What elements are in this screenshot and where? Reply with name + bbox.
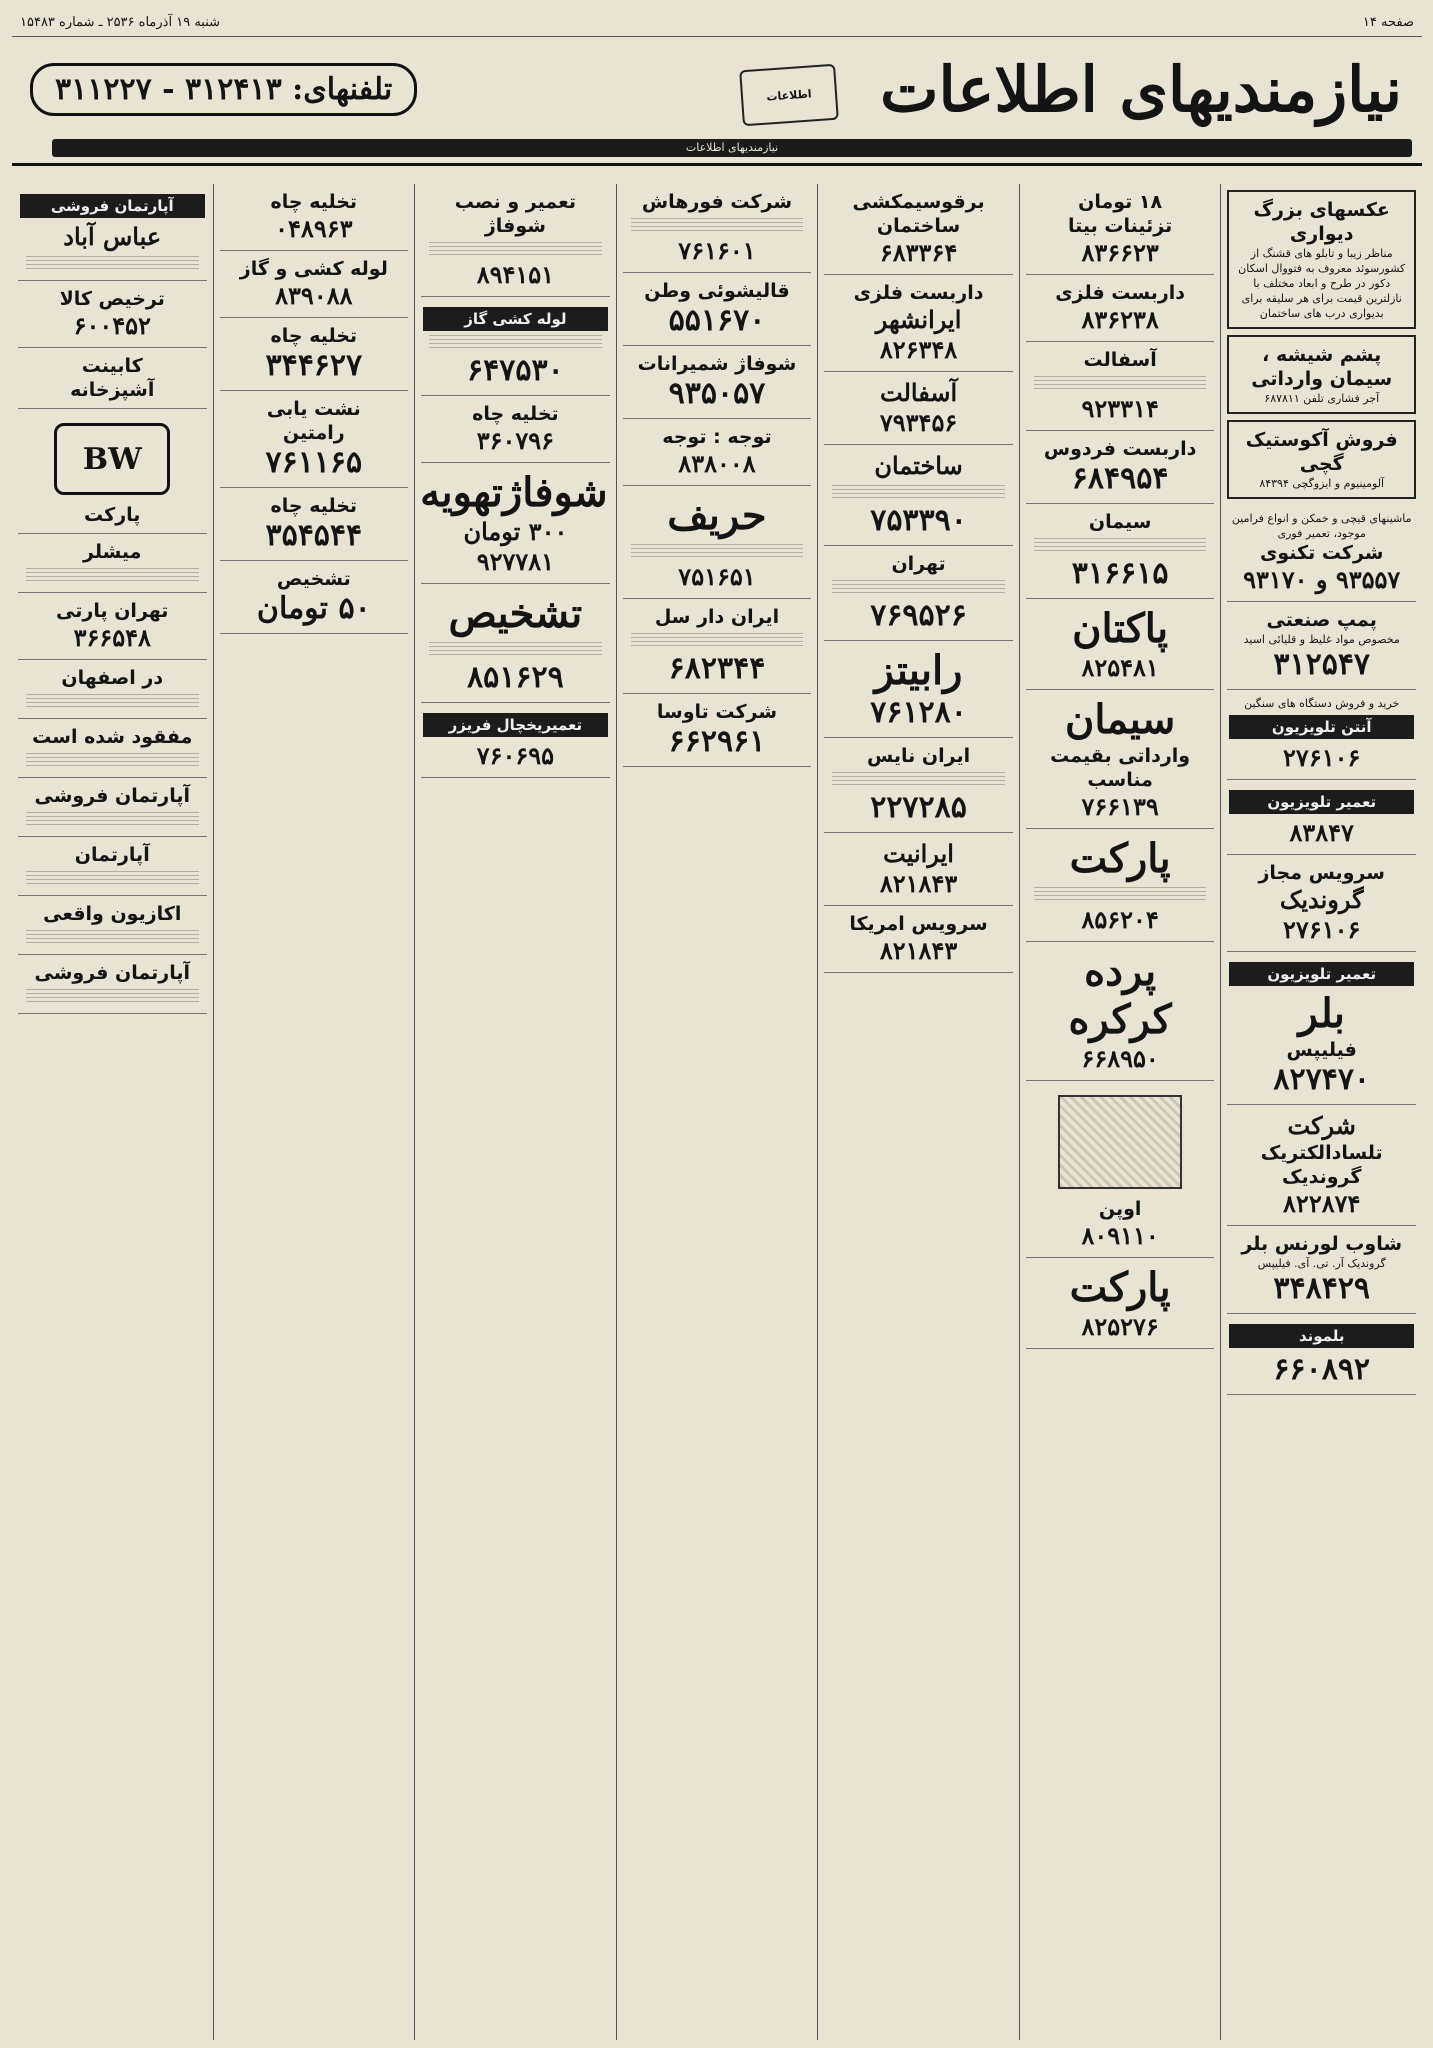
newspaper-page (12, 8, 1422, 2040)
phone-numbers: تلفنهای: ۳۱۲۴۱۳ - ۳۱۱۲۲۷ (30, 63, 417, 116)
ad-telsad (1227, 1105, 1416, 1226)
ad-title: شرکت تکنوی (1259, 542, 1384, 564)
ad-phone: ۷۶۱۶۰۱ (678, 236, 756, 265)
ad-title: در اصفهان (61, 667, 164, 689)
ad-title: ایران نایس (867, 745, 971, 767)
column-7 (12, 184, 213, 2040)
ad-phone: ۵۵۱۶۷۰ (668, 303, 766, 338)
ad-title: تخلیه چاه (270, 495, 358, 517)
ad-title: پمپ صنعتی (1266, 609, 1377, 631)
ad-title: تشخیص (448, 590, 583, 637)
column-4 (616, 184, 818, 2040)
ad-phone: ۸۳۶۲۳۸ (1081, 305, 1159, 334)
ad-abbasabad (18, 184, 207, 281)
ad-title: فروش آکوستیک گچی (1245, 429, 1398, 475)
ad-attention (623, 419, 812, 486)
ad-title: پاکتان (1072, 605, 1169, 652)
ad-phone: ۳۵۴۵۴۴ (265, 518, 363, 553)
ad-title: تهران پارتی (56, 600, 169, 622)
ad-phone: ۸۹۴۱۵۱ (476, 260, 555, 289)
ad-antenna (1227, 690, 1416, 780)
ad-lost (18, 719, 207, 778)
ad-title: تشخیص (276, 568, 351, 590)
text-lines (832, 580, 1005, 594)
ad-phone: ۹۳۵۰۵۷ (668, 376, 766, 411)
ad-text: مناظر زیبا و تابلو های قشنگ از کشورسوئد معروف به فتووال اسکان دکور در طرح و ابعاد مختلف با نازلترین قیمت برای هر سلیقه برای بدیواری درب های ساختمان (1238, 247, 1406, 320)
ad-phone: ۹۲۷۷۸۱ (476, 547, 555, 576)
ad-title: آپارتمان (74, 844, 150, 866)
ad-text: تلسادالکتریک (1260, 1142, 1383, 1164)
ad-blinds (1026, 942, 1215, 1081)
ad-title: عکسهای بزرگ دیواری (1253, 199, 1390, 245)
ad-phone: ۶۶۲۹۶۱ (668, 724, 766, 759)
column-3 (817, 184, 1019, 2040)
ad-phone: ۳۱۲۵۴۷ (1273, 647, 1371, 682)
text-lines (429, 335, 602, 349)
ad-title: ترخیص کالا (59, 288, 165, 310)
ad-wall-photos (1227, 190, 1416, 329)
ad-asphalt-2 (824, 372, 1013, 445)
ad-service-america (824, 906, 1013, 973)
ad-title: سرویس امریکا (849, 913, 988, 935)
ad-title: تهران (891, 553, 946, 575)
ad-sub: آشپزخانه (70, 379, 155, 401)
ad-phone: ۸۳۸۰۰۸ (678, 449, 756, 478)
ad-heating-shemiranat (623, 346, 812, 419)
banner-strip: نیازمندیهای اطلاعات (52, 139, 1412, 157)
ad-title: داربست فلزی (853, 282, 984, 304)
ad-parquet (1026, 829, 1215, 942)
text-lines (26, 568, 199, 582)
ad-phone: ۳۴۸۴۲۹ (1273, 1271, 1371, 1306)
ad-sub: ایرانشهر (875, 305, 962, 334)
text-lines (26, 930, 199, 944)
ad-phone: ۷۶۱۱۶۵ (265, 445, 363, 480)
ad-phone: ۷۹۳۴۵۶ (879, 408, 958, 437)
illustration (1058, 1095, 1182, 1189)
ad-price: ۵۰ تومان (256, 591, 371, 626)
ad-narmakan (824, 546, 1013, 641)
ad-title: مفقود شده است (32, 726, 193, 748)
ad-title: اکازیون واقعی (43, 903, 182, 925)
ad-well-2 (220, 318, 409, 391)
column-1 (1220, 184, 1422, 2040)
ad-text: ماشینهای قیچی و خمکن و انواع فرامین موجود، تعمیر فوری (1231, 512, 1412, 540)
bw-logo: BW (54, 423, 170, 495)
ad-title: نشت یابی (266, 398, 361, 420)
ad-gas-piping (421, 297, 610, 396)
ad-title: سرویس مجاز (1258, 862, 1385, 884)
ad-parquet-2 (1026, 1258, 1215, 1349)
ad-title: تعمیر و نصب شوفاژ (454, 191, 576, 237)
ad-phone: ۷۶۶۱۳۹ (1081, 792, 1159, 821)
ad-vatan (623, 273, 812, 346)
ad-phone: ۶۸۴۹۵۴ (1071, 461, 1169, 496)
ad-iran-darsel (623, 599, 812, 694)
ad-phone: ۷۶۱۲۸۰ (870, 695, 967, 730)
ad-title: داربست فلزی (1055, 282, 1186, 304)
ad-brand: گروندیک (1282, 1166, 1362, 1188)
ad-tv-repair (1227, 780, 1416, 855)
ad-title: ایران دار سل (654, 606, 780, 628)
ad-decor (1026, 184, 1215, 275)
ad-title: پارکت (84, 504, 141, 526)
ad-title: شاوب لورنس بلر (1241, 1233, 1403, 1255)
ad-phone: ۸۵۶۲۰۴ (1081, 905, 1159, 934)
ad-phone: ۰۴۸۹۶۳ (275, 214, 353, 243)
ad-sub: ۳۰۰ تومان (463, 517, 568, 546)
ad-apartment (18, 837, 207, 896)
ad-phone: ۸۲۲۸۷۴ (1283, 1189, 1361, 1218)
ad-title: شرکت فورهاش (641, 191, 793, 213)
ad-heading: بلموند (1229, 1324, 1414, 1348)
ad-open (1026, 1081, 1215, 1258)
ad-asphalt (1026, 342, 1215, 431)
ad-title: آپارتمان فروشی (34, 785, 191, 807)
ad-title: پارکت (1069, 835, 1171, 882)
ad-heading: تعمیر تلویزیون (1229, 790, 1414, 814)
column-5 (414, 184, 616, 2040)
ad-building (824, 445, 1013, 546)
ad-phone: ۷۶۰۶۹۵ (476, 741, 555, 770)
text-lines (26, 753, 199, 767)
ad-machines (1227, 505, 1416, 602)
ad-title: شوفاژتهویه (420, 469, 608, 516)
ad-phone: ۸۲۵۴۸۱ (1081, 653, 1159, 682)
ad-well-1 (220, 184, 409, 251)
text-lines (631, 218, 804, 232)
masthead-title: نیازمندیهای اطلاعات (880, 53, 1402, 126)
text-lines (429, 242, 602, 256)
ad-ventilation (421, 463, 610, 584)
ad-phone: ۳۴۴۶۲۷ (265, 348, 363, 383)
ad-bw-parquet (18, 409, 207, 534)
ad-phone: ۷۵۳۳۹۰ (870, 503, 967, 538)
ad-title: میشلر (83, 541, 142, 563)
ad-title: ۱۸ تومان (1078, 191, 1163, 213)
text-lines (1034, 376, 1207, 390)
ad-phone: ۸۵۱۶۲۹ (467, 660, 564, 695)
ad-phone: ۸۲۷۴۷۰ (1273, 1062, 1371, 1097)
ad-title: ایرانیت (883, 839, 954, 868)
text-lines (26, 989, 199, 1003)
ad-fridge (421, 703, 610, 778)
ad-phone: ۸۲۶۳۴۸ (879, 335, 958, 364)
ad-title: اوپن (1098, 1198, 1142, 1220)
text-lines (1034, 538, 1207, 552)
ad-iran-nice (824, 738, 1013, 833)
ad-title: کابینت (81, 355, 143, 377)
ad-phone: ۲۲۷۲۸۵ (870, 790, 967, 825)
ad-diagnosis-2 (220, 561, 409, 634)
text-lines (26, 256, 199, 270)
ad-title: آسفالت (1083, 349, 1157, 371)
ad-heading: آپارتمان فروشی (20, 194, 205, 218)
ad-title: برقوسیمکشی ساختمان (852, 191, 985, 237)
ad-phone: ۳۶۶۵۴۸ (73, 623, 151, 652)
ad-title: لوله کشی و گاز (239, 258, 388, 280)
ad-sub: گروندیک آر. تی. آی. فیلیپس (1257, 1257, 1386, 1270)
ad-tehran-party (18, 593, 207, 660)
ad-phone: ۸۲۱۸۴۳ (879, 936, 958, 965)
ad-heading: تعمیریخچال فریزر (423, 713, 608, 737)
ad-title: سیمان (1064, 696, 1176, 743)
ad-text: آجر فشاری تلفن ۶۸۷۸۱۱ (1264, 392, 1380, 405)
ad-sub: رامتین (282, 422, 345, 444)
text-lines (26, 871, 199, 885)
page-label: صفحه ۱۴ (1362, 14, 1414, 30)
ad-belmond (1227, 1314, 1416, 1395)
ad-pump (1227, 602, 1416, 690)
ad-apartment-sale-2 (18, 955, 207, 1014)
ad-title: عباس آباد (63, 222, 162, 251)
ad-heading: تعمیر تلویزیون (1229, 962, 1414, 986)
ad-well-3 (220, 488, 409, 561)
ad-kitchen (18, 348, 207, 409)
top-info-line (12, 8, 1422, 37)
ad-customs (18, 281, 207, 348)
ad-sub: فیلیپس (1286, 1039, 1357, 1061)
ad-title: تخلیه چاه (270, 325, 358, 347)
ad-phone: ۶۶۸۹۵۰ (1081, 1044, 1159, 1073)
ad-diagnosis (421, 584, 610, 703)
ad-text: مخصوص مواد غلیظ و قلیائی اسید (1243, 633, 1400, 646)
ad-text: خرید و فروش دستگاه های سنگین (1244, 697, 1400, 710)
ad-glass-wool (1227, 335, 1416, 414)
ad-title: شوفاژ شمیرانات (637, 353, 797, 375)
ad-forhash (623, 184, 812, 273)
ad-phone: ۸۲۵۲۷۶ (1081, 1312, 1159, 1341)
ad-phone: ۸۰۹۱۱۰ (1081, 1221, 1159, 1250)
ad-ramtin (220, 391, 409, 488)
issue-line: شنبه ۱۹ آذرماه ۲۵۳۶ ـ شماره ۱۵۴۸۳ (20, 14, 221, 30)
ad-title: آسفالت (880, 378, 958, 407)
ad-mischler (18, 534, 207, 593)
ad-phone: ۶۶۰۸۹۲ (1273, 1352, 1371, 1387)
ad-phone: ۷۶۹۵۲۶ (870, 598, 967, 633)
ad-apartment-sale (18, 778, 207, 837)
ad-phone: ۳۶۰۷۹۶ (476, 426, 555, 455)
text-lines (832, 485, 1005, 499)
ad-phone: ۸۲۱۸۴۳ (879, 869, 958, 898)
ad-heading: آنتن تلویزیون (1229, 715, 1414, 739)
ad-brand: بلر (1298, 990, 1345, 1037)
ad-phone: ۶۰۰۴۵۲ (73, 311, 151, 340)
ad-grundig-service (1227, 855, 1416, 952)
text-lines (631, 544, 804, 558)
ad-title: داربست فردوس (1043, 438, 1197, 460)
ad-phone: ۳۱۶۶۱۵ (1071, 556, 1169, 591)
ad-acoustic (1227, 420, 1416, 499)
ad-brand: گروندیک (1279, 885, 1364, 914)
ad-title: پشم شیشه ، سیمان وارداتی (1251, 344, 1393, 390)
text-lines (1034, 887, 1207, 901)
masthead-banner (12, 45, 1422, 166)
column-2 (1019, 184, 1221, 2040)
text-lines (631, 633, 804, 647)
text-lines (26, 694, 199, 708)
ad-iranit (824, 833, 1013, 906)
ad-wiring (824, 184, 1013, 275)
text-lines (832, 772, 1005, 786)
ad-sub: تزئینات بیتا (1068, 215, 1173, 237)
column-6 (213, 184, 415, 2040)
ad-rabitz (824, 641, 1013, 738)
ad-title: شرکت (1287, 1111, 1356, 1140)
ad-schaub (1227, 1226, 1416, 1314)
ad-columns (12, 184, 1422, 2040)
ad-title: سیمان (1088, 511, 1152, 533)
text-lines (429, 642, 602, 656)
ad-cement-import (1026, 690, 1215, 829)
ad-cement (1026, 504, 1215, 599)
ad-phone: ۲۷۶۱۰۶ (1283, 743, 1361, 772)
ad-blair (1227, 952, 1416, 1105)
ad-isfahan (18, 660, 207, 719)
ad-title: شرکت تاوسا (656, 701, 778, 723)
ad-text: آلومینیوم و ایزوگچی ۸۴۳۹۴ (1259, 477, 1385, 490)
ad-title: آپارتمان فروشی (34, 962, 191, 984)
ad-phone: ۸۳۹۰۸۸ (275, 281, 353, 310)
ad-heading: لوله کشی گاز (423, 307, 608, 331)
ad-title: تخلیه چاه (472, 403, 559, 425)
ad-pipe-gas (220, 251, 409, 318)
text-lines (26, 812, 199, 826)
ad-phone: ۶۸۲۳۴۴ (668, 651, 766, 686)
ad-phone: ۲۷۶۱۰۶ (1283, 915, 1361, 944)
ad-title: قالیشوئی وطن (644, 280, 790, 302)
ad-well-empty (421, 396, 610, 463)
ad-title: توجه : توجه (662, 426, 772, 448)
ad-title: رابیتز (874, 647, 963, 694)
ad-phone: ۶۸۳۳۶۴ (879, 238, 958, 267)
ad-title: پارکت (1069, 1264, 1171, 1311)
ad-title: حریف (667, 492, 767, 539)
ad-tavsa (623, 694, 812, 767)
newspaper-stamp: اطلاعات (739, 64, 839, 127)
ad-title: پرده کرکره (1068, 948, 1172, 1043)
ad-iranshahr (824, 275, 1013, 372)
ad-sub: وارداتی بقیمت مناسب (1050, 745, 1191, 791)
ad-phone: ۹۳۵۵۷ و ۹۳۱۷۰ (1243, 565, 1401, 594)
ad-title: ساختمان (874, 451, 963, 480)
ad-heating-install (421, 184, 610, 297)
ad-scaffold (1026, 275, 1215, 342)
ad-title: تخلیه چاه (270, 191, 358, 213)
ad-phone: ۸۳۶۶۲۳ (1081, 238, 1159, 267)
ad-occasion (18, 896, 207, 955)
ad-ferdows (1026, 431, 1215, 504)
ad-phone: ۶۴۷۵۳۰ (467, 353, 564, 388)
ad-harif (623, 486, 812, 599)
ad-phone: ۹۲۳۳۱۴ (1081, 394, 1159, 423)
ad-paktan (1026, 599, 1215, 690)
ad-phone: ۸۳۸۴۷ (1289, 818, 1354, 847)
ad-phone: ۷۵۱۶۵۱ (678, 562, 756, 591)
